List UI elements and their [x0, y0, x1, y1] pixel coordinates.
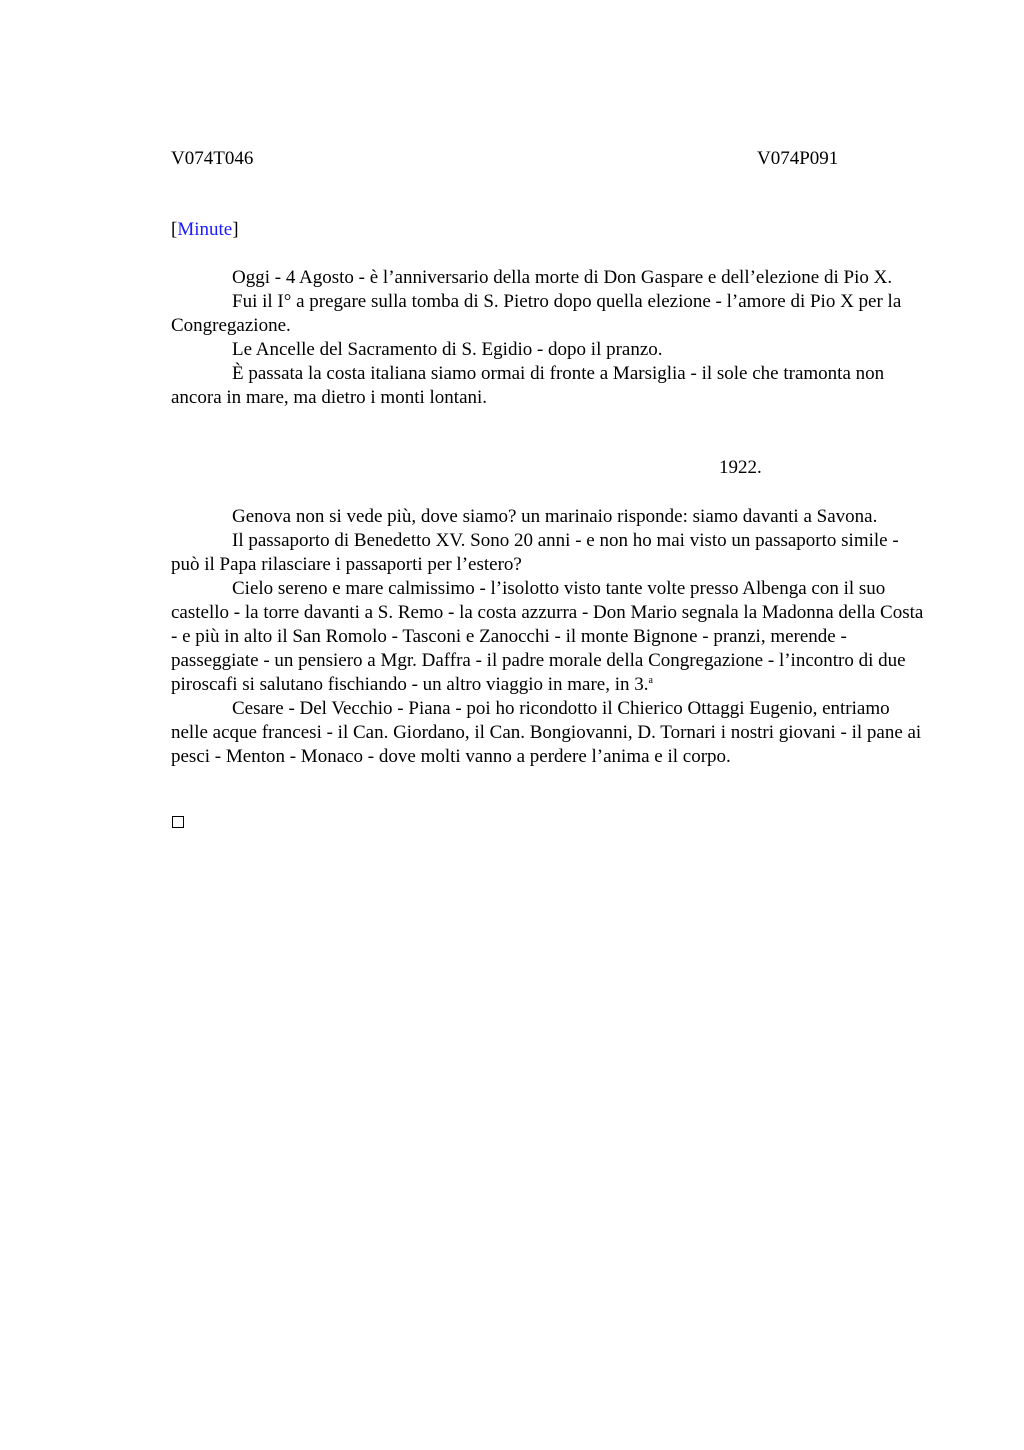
section-tag [171, 218, 239, 242]
paragraph: Cesare - Del Vecchio - Piana - poi ho ricondotto il Chierico Ottaggi Eugenio, entriamo nelle acque francesi - il Can. Giordano, il Can. Bongiovanni, D. Tornari i nostri giovani - il pane ai pesci - Menton - Monaco - dove molti vanno a perdere l’anima e il corpo. [171, 698, 922, 767]
superscript: a [648, 675, 653, 686]
text-block-first [171, 266, 931, 410]
paragraph [171, 577, 931, 697]
paragraph: Il passaporto di Benedetto XV. Sono 20 anni - e non ho mai visto un passaporto simile - può il Papa rilasciare i passaporti per l’estero? [171, 530, 899, 575]
paragraph: È passata la costa italiana siamo ormai di fronte a Marsiglia - il sole che tramonta non ancora in mare, ma dietro i monti lontani. [171, 363, 885, 408]
empty-square-icon [172, 816, 184, 828]
year-label: 1922. [719, 457, 762, 478]
paragraph: Oggi - 4 Agosto - è l’anniversario della morte di Don Gaspare e dell’elezione di Pio X. [232, 267, 893, 288]
section-tag-close-bracket: ] [232, 219, 239, 240]
paragraph: Genova non si vede più, dove siamo? un marinaio risponde: siamo davanti a Savona. [232, 506, 878, 527]
paragraph: Le Ancelle del Sacramento di S. Egidio - dopo il pranzo. [232, 339, 663, 360]
document-code-left: V074T046 [171, 148, 254, 169]
section-tag-open-bracket: [ [171, 219, 178, 240]
paragraph: Fui il I° a pregare sulla tomba di S. Pietro dopo quella elezione - l’amore di Pio X per la Congregazione. [171, 291, 902, 336]
section-tag-link[interactable]: Minute [177, 219, 233, 240]
document-code-right: V074P091 [757, 148, 839, 169]
text-block-second [171, 505, 931, 769]
paragraph-text: Cielo sereno e mare calmissimo - l’isolotto visto tante volte presso Albenga con il suo castello - la torre davanti a S. Remo - la costa azzurra - Don Mario segnala la Madonna della Costa - e più in alto il San Romolo - Tasconi e Zanocchi - il monte Bignone - pranzi, merende - passeggiate - un pensiero a Mgr. Daffra - il padre morale della Congregazione - l’incontro di due piroscafi si salutano fischiando - un altro viaggio in mare, in 3. [171, 578, 924, 695]
